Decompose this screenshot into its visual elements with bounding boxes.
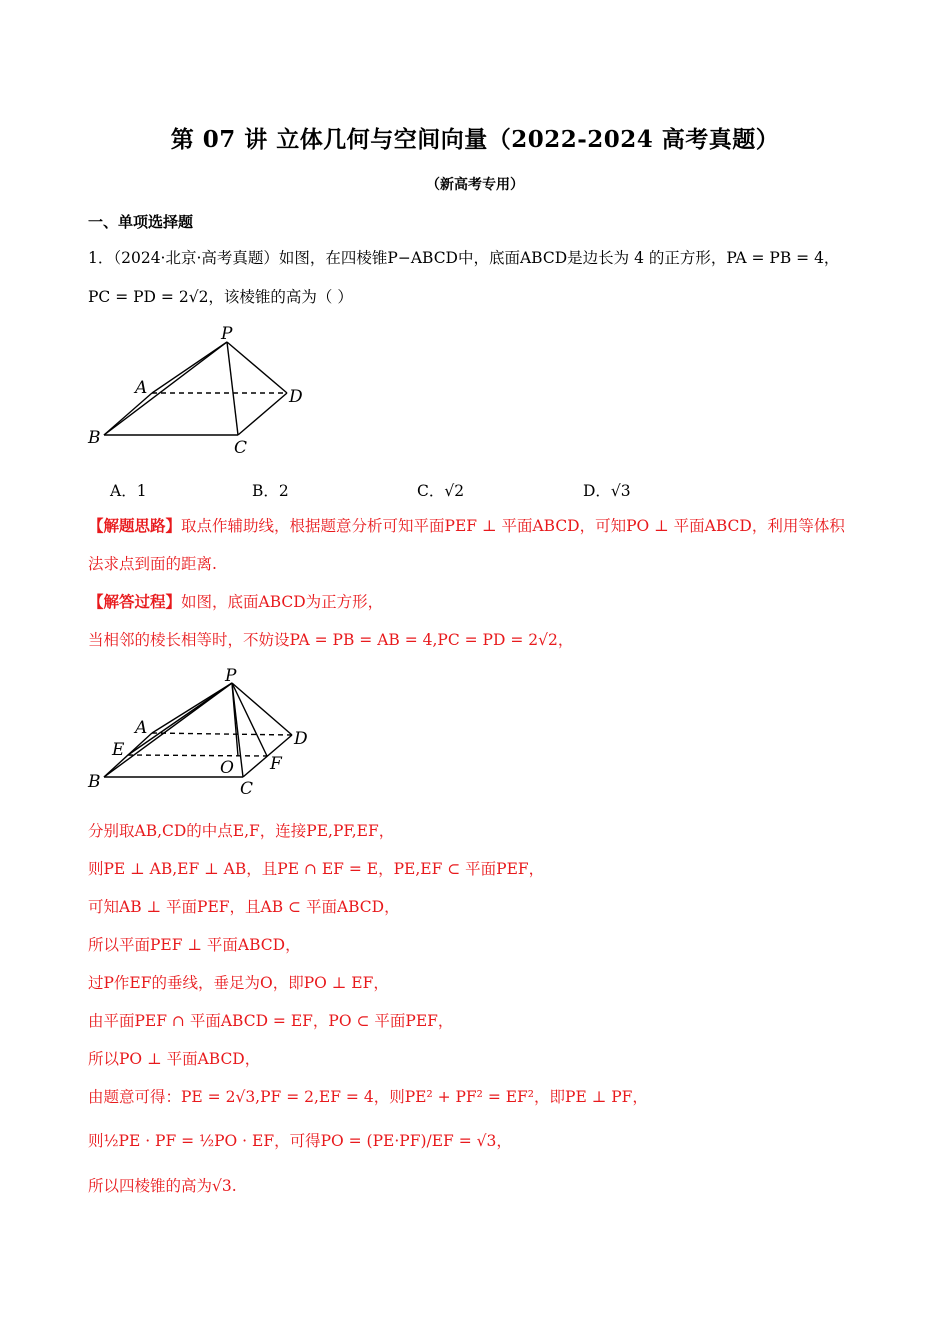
label-d: D [289,387,303,407]
solution-assumption-line: 当相邻的棱长相等时，不妨设PA = PB = AB = 4,PC = PD = 2√2， [88,631,574,649]
label-d2: D [294,729,308,749]
page-subtitle: （新高考专用） [426,177,524,193]
solution-step-4: 所以平面PEF ⊥ 平面ABCD， [88,936,301,954]
label-p: P [221,325,233,344]
solution-step-2: 则PE ⊥ AB,EF ⊥ AB，且PE ∩ EF = E，PE,EF ⊂ 平面PEF， [88,860,545,878]
label-b2: B [88,772,101,792]
question-text-line-1: 1．（2024·北京·高考真题）如图，在四棱锥P−ABCD中，底面ABCD是边长为 4 的正方形，PA = PB = 4， [88,249,840,267]
question-text-line-2: PC = PD = 2√2，该棱锥的高为（ ） [88,288,353,306]
edge-pb [104,342,227,435]
process-tag: 【解答过程】 [88,592,182,611]
label-p2: P [225,666,237,686]
label-c2: C [240,779,254,799]
segment-ef-hidden [128,755,267,756]
solution-step-8: 由题意可得：PE = 2√3,PF = 2,EF = 4，则PE² + PF² = EF²，即PE ⊥ PF， [88,1088,648,1106]
section-heading: 一、单项选择题 [88,213,194,231]
option-a[interactable]: A．1 [110,482,147,500]
label-a2: A [135,718,148,738]
edge-ab [104,393,152,435]
solution-step-10: 所以四棱锥的高为√3. [88,1177,237,1195]
solution-step-1: 分别取AB,CD的中点E,F，连接PE,PF,EF， [88,822,395,840]
label-e2: E [112,740,125,760]
label-f2: F [270,754,282,774]
label-b: B [88,428,101,448]
idea-tag: 【解题思路】 [88,516,182,535]
option-b[interactable]: B．2 [252,482,289,500]
solution-step-5: 过P作EF的垂线，垂足为O，即PO ⊥ EF， [88,974,389,992]
option-c[interactable]: C．√2 [417,482,465,500]
edge-cd [238,393,287,435]
solution-process-line-1 [88,591,383,613]
solution-step-6: 由平面PEF ∩ 平面ABCD = EF，PO ⊂ 平面PEF， [88,1012,454,1030]
pyramid-figure-1 [80,325,340,460]
option-d[interactable]: D．√3 [583,482,631,500]
idea-text: 取点作辅助线，根据题意分析可知平面PEF ⊥ 平面ABCD，可知PO ⊥ 平面ABCD，利用等体积 [181,517,845,535]
solution-step-3: 可知AB ⊥ 平面PEF，且AB ⊂ 平面ABCD， [88,898,400,916]
solution-step-9: 则½PE · PF = ½PO · EF，可得PO = (PE·PF)/EF = √3， [88,1132,512,1150]
solution-step-7: 所以PO ⊥ 平面ABCD， [88,1050,261,1068]
label-o2: O [220,758,234,778]
page-title: 第 07 讲 立体几何与空间向量（2022-2024 高考真题） [170,126,780,153]
label-c: C [234,438,248,458]
edge-pd [227,342,287,393]
solution-idea-line-1 [88,515,845,537]
pyramid-figure-2 [80,665,340,800]
edge-pc [227,342,238,435]
solution-idea-line-2: 法求点到面的距离. [88,555,217,573]
process-text: 如图，底面ABCD为正方形， [181,593,384,611]
label-a: A [135,378,148,398]
